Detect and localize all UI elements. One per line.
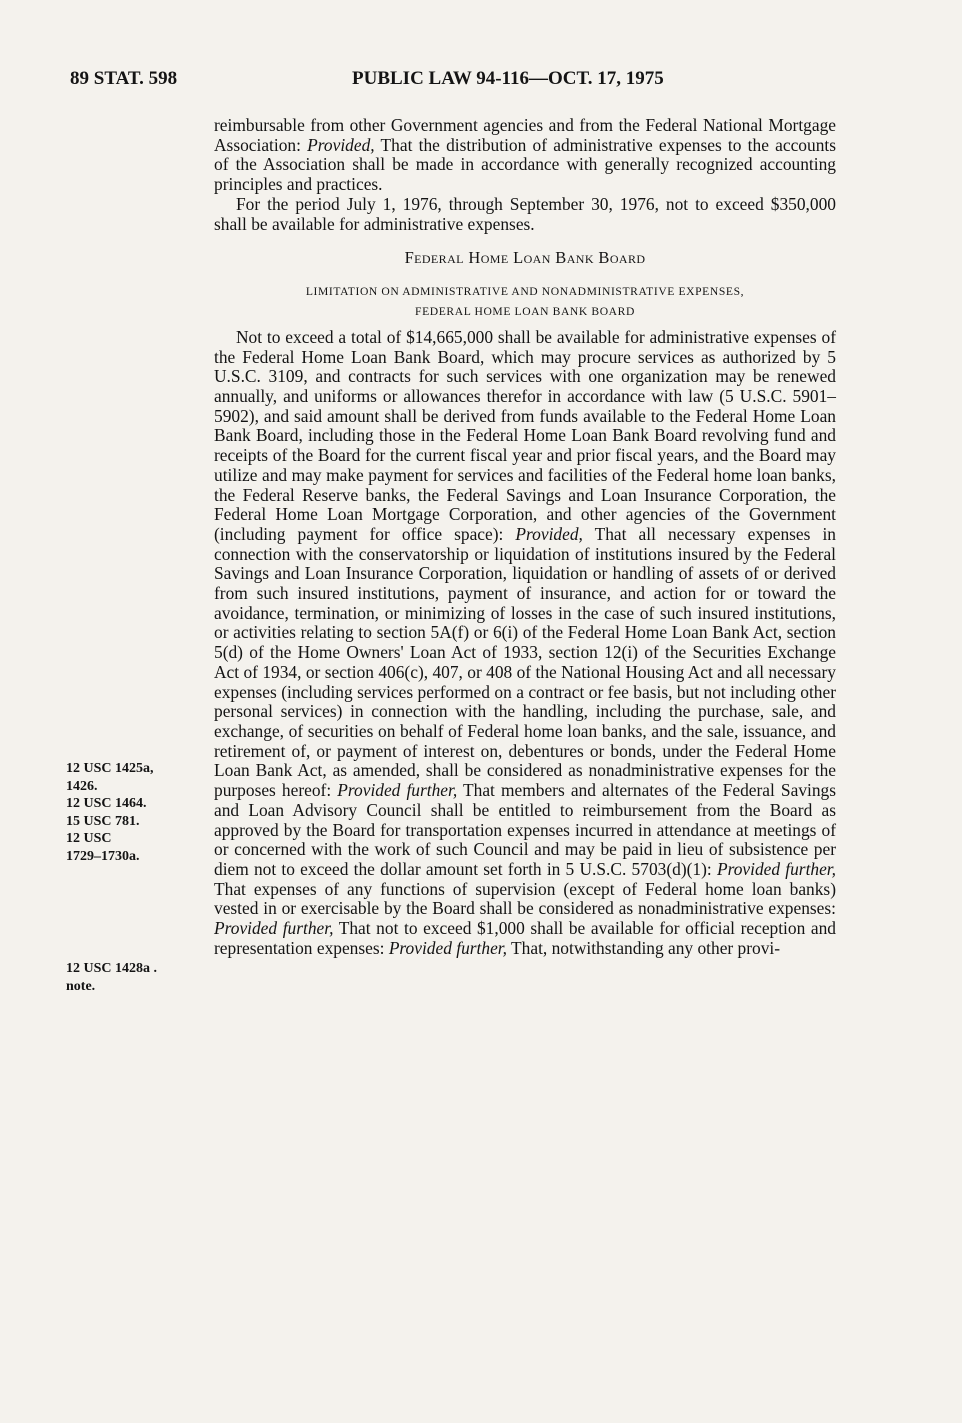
margin-citation-line: 1426. — [66, 778, 98, 794]
provided-emphasis: Provided, — [515, 523, 583, 544]
stat-page-number: 89 STAT. 598 — [70, 68, 178, 89]
margin-citation-line: 15 USC 781. — [66, 813, 140, 829]
margin-citation-line: 12 USC 1428a . — [66, 961, 158, 976]
paragraph-period-funding: For the period July 1, 1976, through September 30, 1976, not to exceed $350,000 shall be available for administrative expenses. — [214, 193, 836, 234]
provided-emphasis: Provided further, — [214, 918, 334, 939]
margin-citation-line: 12 USC — [66, 831, 112, 846]
paragraph-continuation: reimbursable from other Government agencies and from the Federal National Mortgage Association: Provided, That the distribution of administrative expenses to the accounts of the Association shall be made in accordance with generally recognized accounting principles and practices. — [214, 115, 836, 195]
document-body — [214, 116, 836, 958]
provided-emphasis: Provided further, — [337, 780, 458, 801]
margin-citation-1 — [66, 760, 196, 865]
provided-emphasis: Provided further, — [716, 858, 836, 879]
section-heading: Federal Home Loan Bank Board — [404, 248, 646, 268]
margin-citation-line: 1729–1730a. — [66, 848, 140, 864]
margin-citation-line: 12 USC 1425a, — [66, 761, 154, 776]
paragraph-limitation: Not to exceed a total of $14,665,000 shall be available for administrative expenses of the Federal Home Loan Bank Board, which may procure services as authorized by 5 U.S.C. 3109, and contracts for such services with one organization may be renewed annually, and uniforms or allowances therefor in accordance with law (5 U.S.C. 5901–5902), and said amount shall be derived from funds available to the Federal Home Loan Bank Board, including those in the Federal Home Loan Bank Board revolving fund and receipts of the Board for the current fiscal year and prior fiscal years, and the Board may utilize and may make payment for services and facilities of the Federal home loan banks, the Federal Reserve banks, the Federal Savings and Loan Insurance Corporation, the Federal Home Loan Mortgage Corporation, and other agencies of the Government (including payment for office space): Provided, That all necessary expenses in connection with the conservatorship or liquidation of institutions insured by the Federal Savings and Loan Insurance Corporation, liquidation or handling of assets of or derived from such insured institutions, payment of insurance, and action for or toward the avoidance, termination, or minimizing of losses in the case of such insured institutions, or activities relating to section 5A(f) or 6(i) of the Federal Home Loan Bank Act, section 5(d) of the Home Owners' Loan Act of 1933, section 12(i) of the Securities Exchange Act of 1934, or section 406(c), 407, or 408 of the National Housing Act and all necessary expenses (including services performed on a contract or fee basis, but not including other personal services) in connection with the handling, including the purchase, sale, and exchange, of securities on behalf of Federal home loan banks, and the sale, issuance, and retirement of, or payment of interest on, debentures or bonds, under the Federal Home Loan Bank Act, as amended, shall be considered as nonadministrative expenses for the purposes hereof: Provided further, That members and alternates of the Federal Savings and Loan Advisory Council shall be entitled to reimbursement from the Board as approved by the Board for transportation expenses incurred in attendance at meetings of or concerned with the work of such Council and may be paid in lieu of subsistence per diem not to exceed the dollar amount set forth in 5 U.S.C. 5703(d)(1): Provided further, That expenses of any functions of supervision (except of Federal home loan banks) vested in or exercisable by the Board shall be considered as nonadministrative expenses: Provided further, That not to exceed $1,000 shall be available for official reception and representation expenses: Provided further, That, notwithstanding any other provi- — [214, 326, 837, 958]
margin-citation-line: note. — [66, 978, 96, 994]
provided-emphasis: Provided, — [307, 134, 375, 155]
section-subheading: LIMITATION ON ADMINISTRATIVE AND NONADMINISTRATIVE EXPENSES, FEDERAL HOME LOAN BANK BOARD — [305, 284, 745, 318]
page-header — [70, 68, 710, 94]
margin-citation-line: 12 USC 1464. — [66, 796, 147, 811]
margin-citation-2 — [66, 960, 196, 995]
provided-emphasis: Provided further, — [388, 937, 507, 958]
public-law-title: PUBLIC LAW 94-116—OCT. 17, 1975 — [352, 68, 664, 89]
